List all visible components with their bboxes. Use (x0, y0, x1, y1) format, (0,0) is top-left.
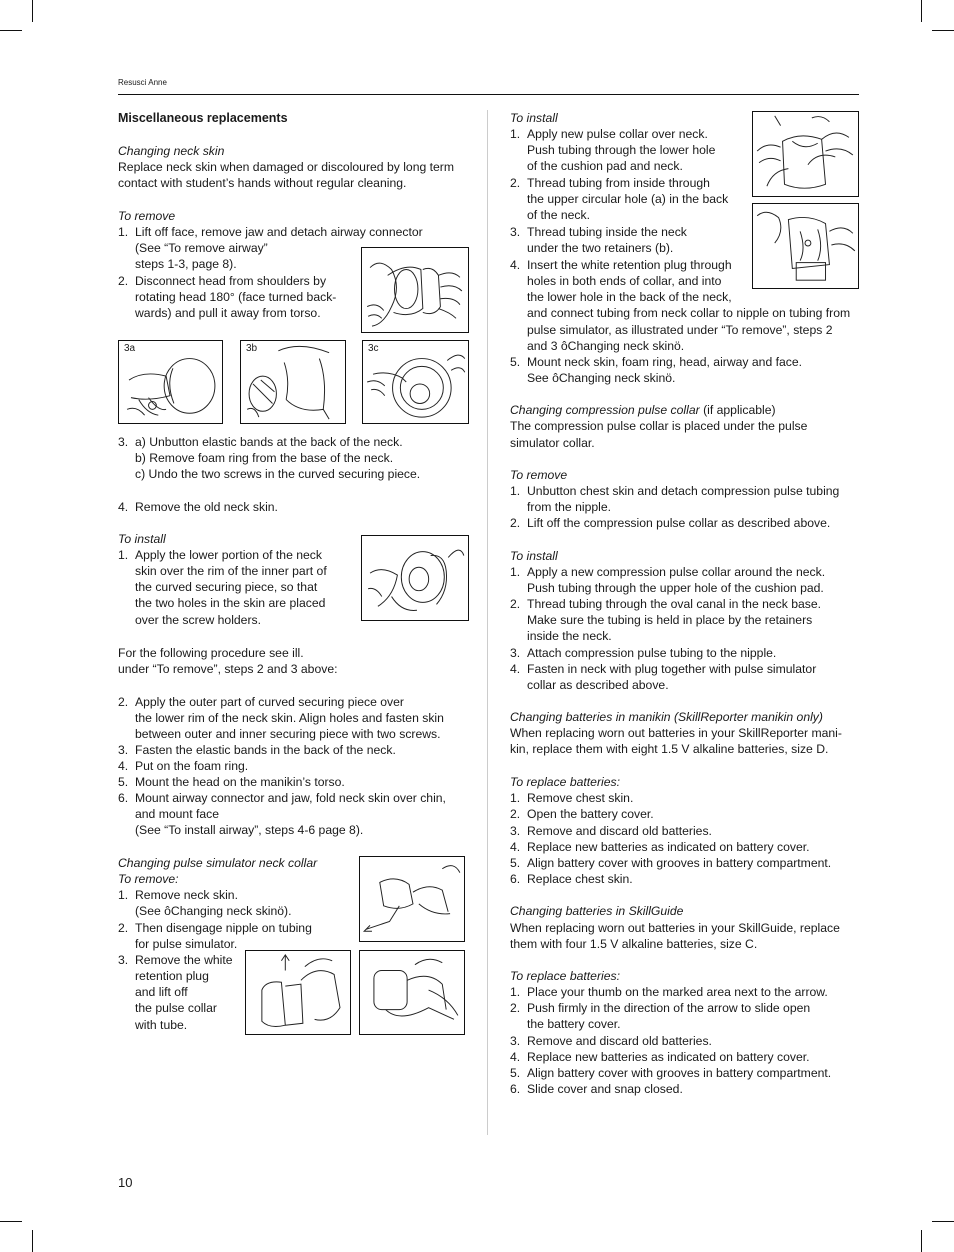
list-item: 5. Mount the head on the manikin’s torso. (118, 775, 345, 789)
to-remove-label: To remove (118, 209, 176, 223)
list-item: 4. Put on the foam ring. (118, 759, 249, 773)
crop-mark (932, 1221, 954, 1222)
illustration-collar-install-2 (752, 203, 859, 289)
neck-skin-intro-line: contact with student’s hands without regular cleaning. (118, 176, 407, 190)
list-item: 2. Apply the outer part of curved securing piece over the lower rim of the neck skin. Align holes and fasten skin between outer and inner securing piece with two screws. (118, 695, 444, 741)
illustration-neck-skin-install (361, 535, 469, 621)
list-item: 4. Fasten in neck with plug together with pulse simulator collar as described above. (510, 662, 817, 692)
neck-skin-intro-line: Replace neck skin when damaged or discoloured by long term (118, 160, 455, 174)
list-item: 3. Fasten the elastic bands in the back of the neck. (118, 743, 396, 757)
batteries-manikin-heading: Changing batteries in manikin (SkillReporter manikin only) (510, 710, 823, 724)
list-item: 4. Remove the old neck skin. (118, 500, 278, 514)
list-item: 1. Apply a new compression pulse collar around the neck. Push tubing through the upper hole of the cushion pad. (510, 565, 826, 595)
list-item: 6. Mount airway connector and jaw, fold neck skin over chin, and mount face (See “To install airway”, steps 4-6 page 8). (118, 791, 446, 837)
batteries-skillguide-heading: Changing batteries in SkillGuide (510, 904, 684, 918)
list-item: 3. Remove the white retention plug and lift off the pulse collar with tube. (118, 953, 233, 1032)
list-item: 1. Apply the lower portion of the neck skin over the rim of the inner part of the curved securing piece, so that the two holes in the skin are placed over the screw holders. (118, 548, 327, 627)
list-item: 4. Insert the white retention plug through holes in both ends of collar, and into the lower hole in the back of the neck, and connect tubing from neck collar to nipple on tubing from pulse simulator, as illustrated under “To remove”, steps 2 and 3 ôChanging neck skinö. (510, 258, 851, 353)
list-item: 5. Align battery cover with grooves in battery compartment. (510, 1066, 832, 1080)
to-remove-label: To remove: (118, 872, 179, 886)
neck-skin-heading: Changing neck skin (118, 144, 225, 158)
list-item: 2. Open the battery cover. (510, 807, 654, 821)
batteries-manikin-intro: kin, replace them with eight 1.5 V alkaline batteries, size D. (510, 742, 829, 756)
page-number: 10 (118, 1175, 133, 1190)
crop-mark (921, 0, 922, 22)
figure-label: 3a (124, 343, 136, 354)
list-item: 2. Lift off the compression pulse collar as described above. (510, 516, 831, 530)
to-install-label: To install (510, 549, 558, 563)
illustration-collar-install-1 (752, 111, 859, 197)
batteries-skillguide-intro: them with four 1.5 V alkaline batteries, size C. (510, 937, 758, 951)
illustration-head-removal (361, 247, 469, 333)
list-item: 2. Disconnect head from shoulders by rotating head 180° (face turned back- wards) and pull it away from torso. (118, 274, 337, 320)
batteries-manikin-intro: When replacing worn out batteries in your SkillReporter mani- (510, 726, 842, 740)
list-item: 5. Mount neck skin, foam ring, head, airway and face. See ôChanging neck skinö. (510, 355, 803, 385)
illustration-3b (240, 340, 346, 424)
list-item: 2. Push firmly in the direction of the arrow to slide open the battery cover. (510, 1001, 811, 1031)
to-install-label: To install (510, 111, 558, 125)
column-divider (487, 110, 488, 1135)
figure-label: 3b (246, 343, 258, 354)
replace-batteries-label: To replace batteries: (510, 969, 620, 983)
compression-heading: Changing compression pulse collar (if applicable) (510, 403, 776, 417)
batteries-skillguide-intro: When replacing worn out batteries in your SkillGuide, replace (510, 921, 840, 935)
running-header: Resusci Anne (118, 78, 167, 87)
list-item: 2. Then disengage nipple on tubing for pulse simulator. (118, 921, 312, 951)
to-install-label: To install (118, 532, 166, 546)
list-item: 1. Place your thumb on the marked area next to the arrow. (510, 985, 828, 999)
list-item: 1. Lift off face, remove jaw and detach airway connector (See “To remove airway” steps 1-3, page 8). (118, 225, 423, 271)
section-title: Miscellaneous replacements (118, 111, 288, 125)
illustration-3c (362, 340, 469, 424)
figure-label: 3c (368, 343, 379, 354)
list-item: 3. Remove and discard old batteries. (510, 824, 712, 838)
crop-mark (32, 0, 33, 22)
list-item: 6. Replace chest skin. (510, 872, 633, 886)
crop-mark (932, 30, 954, 31)
list-item: 1. Remove chest skin. (510, 791, 634, 805)
list-item: 1. Unbutton chest skin and detach compression pulse tubing from the nipple. (510, 484, 840, 514)
illustration-3a (118, 340, 223, 424)
list-item: 3. a) Unbutton elastic bands at the back of the neck. b) Remove foam ring from the base of the neck. c) Undo the two screws in the curved securing piece. (118, 435, 421, 481)
crop-mark (0, 30, 22, 31)
following-note: under “To remove”, steps 2 and 3 above: (118, 662, 338, 676)
list-item: 6. Slide cover and snap closed. (510, 1082, 683, 1096)
list-item: 2. Thread tubing from inside through the upper circular hole (a) in the back of the neck. (510, 176, 729, 222)
crop-mark (0, 1221, 22, 1222)
list-item: 2. Thread tubing through the oval canal in the neck base. Make sure the tubing is held in place by the retainers inside the neck. (510, 597, 822, 643)
list-item: 3. Remove and discard old batteries. (510, 1034, 712, 1048)
list-item: 5. Align battery cover with grooves in battery compartment. (510, 856, 832, 870)
illustration-collar-remove-3 (359, 950, 465, 1035)
list-item: 3. Thread tubing inside the neck under the two retainers (b). (510, 225, 687, 255)
list-item: 1. Remove neck skin. (See ôChanging neck skinö). (118, 888, 292, 918)
illustration-collar-remove-1 (359, 856, 465, 942)
replace-batteries-label: To replace batteries: (510, 775, 620, 789)
to-remove-label: To remove (510, 468, 568, 482)
compression-intro-line: The compression pulse collar is placed under the pulse (510, 419, 808, 433)
list-item: 1. Apply new pulse collar over neck. Push tubing through the lower hole of the cushion pad and neck. (510, 127, 716, 173)
compression-intro-line: simulator collar. (510, 436, 595, 450)
list-item: 4. Replace new batteries as indicated on battery cover. (510, 840, 810, 854)
list-item: 3. Attach compression pulse tubing to the nipple. (510, 646, 777, 660)
pulse-collar-heading: Changing pulse simulator neck collar (118, 856, 318, 870)
crop-mark (921, 1230, 922, 1252)
header-rule (118, 94, 859, 95)
illustration-collar-remove-2 (245, 950, 351, 1035)
crop-mark (32, 1230, 33, 1252)
following-note: For the following procedure see ill. (118, 646, 304, 660)
list-item: 4. Replace new batteries as indicated on battery cover. (510, 1050, 810, 1064)
